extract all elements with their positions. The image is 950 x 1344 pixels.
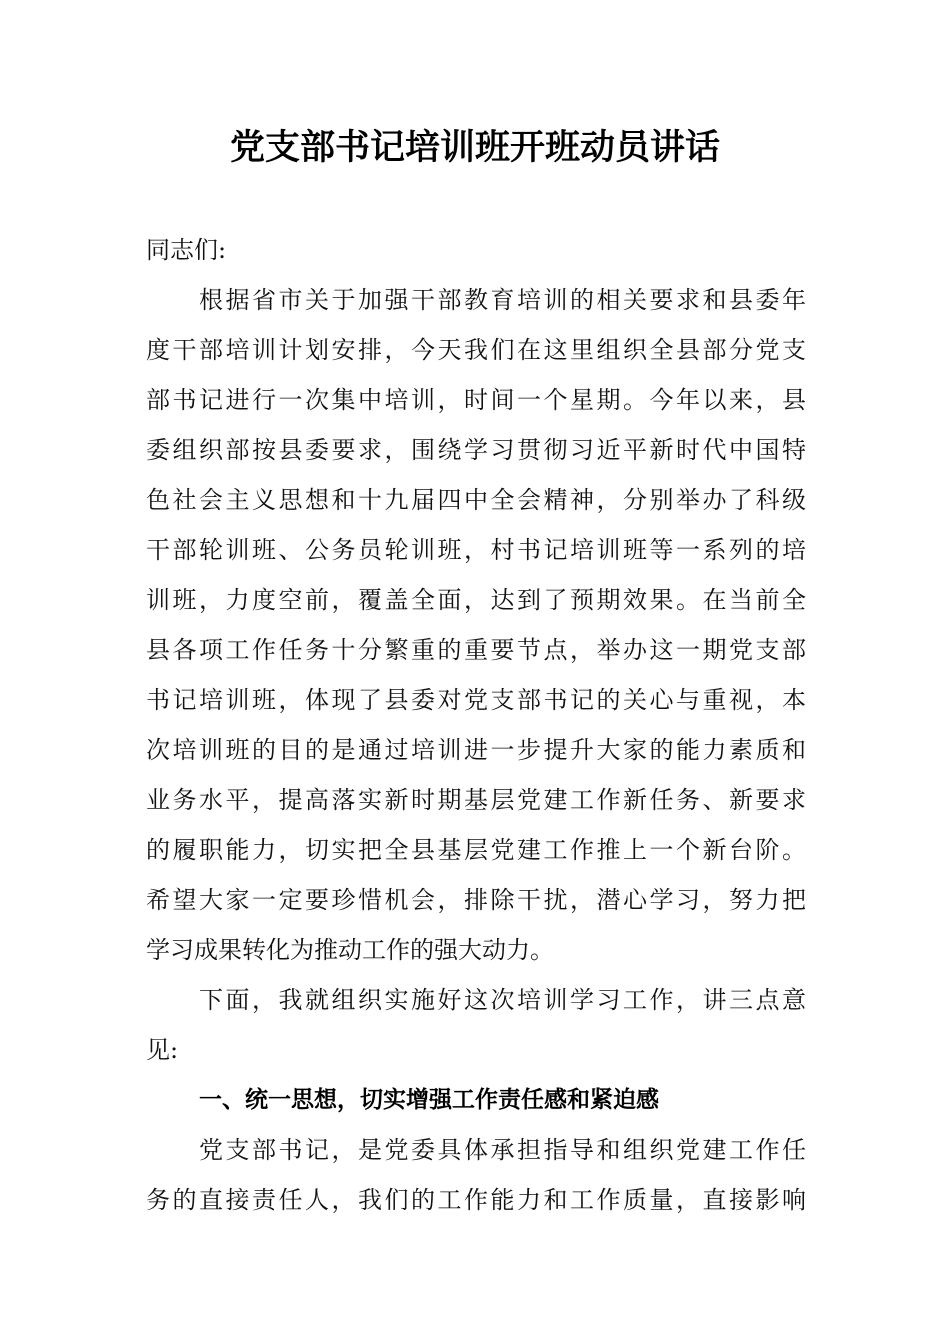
paragraph-1-line: 次培训班的目的是通过培训进一步提升大家的能力素质和 xyxy=(146,736,806,764)
paragraph-3-line: 务的直接责任人，我们的工作能力和工作质量，直接影响 xyxy=(146,1186,806,1214)
paragraph-1-line: 干部轮训班、公务员轮训班，村书记培训班等一系列的培 xyxy=(146,536,806,564)
paragraph-2-line: 下面，我就组织实施好这次培训学习工作，讲三点意 xyxy=(199,986,806,1014)
paragraph-2-line: 见: xyxy=(146,1036,179,1064)
paragraph-1-line: 业务水平，提高落实新时期基层党建工作新任务、新要求 xyxy=(146,786,806,814)
paragraph-1-line: 希望大家一定要珍惜机会，排除干扰，潜心学习，努力把 xyxy=(146,886,806,914)
paragraph-1-line: 度干部培训计划安排，今天我们在这里组织全县部分党支 xyxy=(146,336,806,364)
document-title: 党支部书记培训班开班动员讲话 xyxy=(229,127,720,168)
paragraph-1-line: 根据省市关于加强干部教育培训的相关要求和县委年 xyxy=(199,286,806,314)
paragraph-1-line: 部书记进行一次集中培训，时间一个星期。今年以来，县 xyxy=(146,386,806,414)
paragraph-1-line: 学习成果转化为推动工作的强大动力。 xyxy=(146,936,554,964)
paragraph-1-line: 训班，力度空前，覆盖全面，达到了预期效果。在当前全 xyxy=(146,586,806,614)
paragraph-1-line: 色社会主义思想和十九届四中全会精神，分别举办了科级 xyxy=(146,486,806,514)
paragraph-3-line: 党支部书记，是党委具体承担指导和组织党建工作任 xyxy=(199,1136,806,1164)
paragraph-1-line: 的履职能力，切实把全县基层党建工作推上一个新台阶。 xyxy=(146,836,806,864)
section-1-heading: 一、统一思想，切实增强工作责任感和紧迫感 xyxy=(199,1087,659,1113)
paragraph-1-line: 县各项工作任务十分繁重的重要节点，举办这一期党支部 xyxy=(146,636,806,664)
salutation: 同志们: xyxy=(146,236,227,264)
paragraph-1-line: 委组织部按县委要求，围绕学习贯彻习近平新时代中国特 xyxy=(146,436,806,464)
paragraph-1-line: 书记培训班，体现了县委对党支部书记的关心与重视，本 xyxy=(146,686,806,714)
